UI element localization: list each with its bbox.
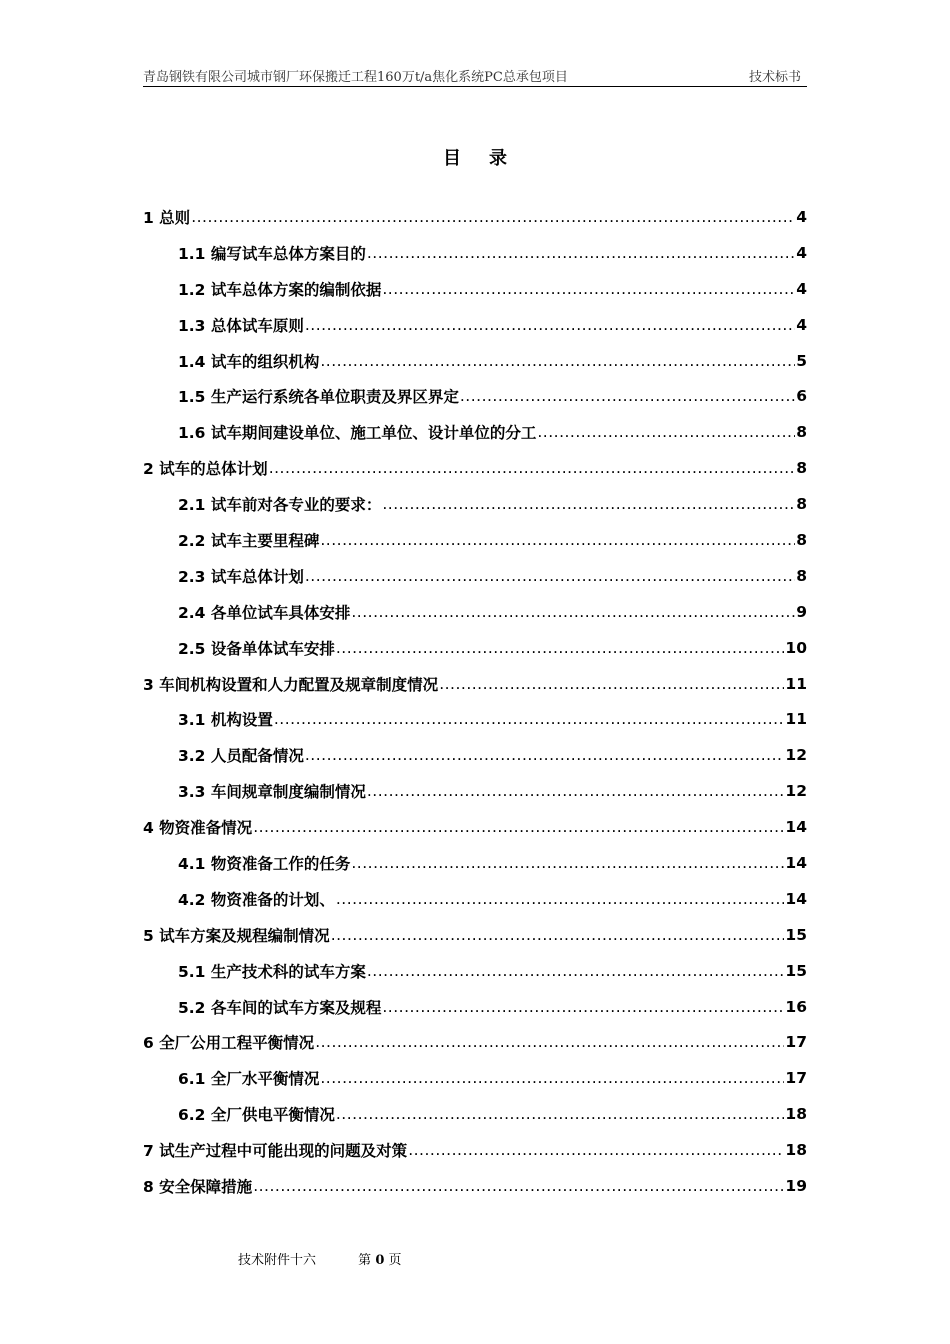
toc-entry-page: 10 [785,638,807,657]
toc-entry[interactable] [143,235,807,271]
footer-page-value: 0 [375,1253,385,1268]
toc-entry[interactable] [143,1024,807,1060]
toc-leader-dots [382,495,795,513]
toc-entry-page: 4 [796,243,807,262]
toc-entry-label: 3.1 机构设置 [178,711,273,730]
toc-entry-label: 3.3 车间规章制度编制情况 [178,783,366,802]
toc-leader-dots [367,782,785,800]
toc-entry[interactable] [143,773,807,809]
toc-entry-label: 2.4 各单位试车具体安排 [178,603,351,622]
toc-entry-label: 2 试车的总体计划 [143,460,268,479]
toc-entry[interactable] [143,701,807,737]
toc-leader-dots [460,387,795,405]
toc-entry-label: 2.2 试车主要里程碑 [178,531,320,550]
toc-leader-dots [351,603,795,621]
toc-entry[interactable] [143,558,807,594]
toc-entry-label: 3.2 人员配备情况 [178,747,304,766]
toc-entry-page: 8 [796,566,807,585]
toc-leader-dots [382,998,784,1016]
toc-entry-page: 4 [796,207,807,226]
toc-entry-page: 15 [785,925,807,944]
footer-attachment: 技术附件十六 [238,1253,317,1268]
toc-leader-dots [320,531,795,549]
toc-entry-label: 3 车间机构设置和人力配置及规章制度情况 [143,675,439,694]
toc-leader-dots [305,316,795,334]
table-of-contents [143,199,807,1204]
toc-entry-page: 8 [796,495,807,514]
toc-leader-dots [408,1141,784,1159]
footer-page-number [358,1249,401,1268]
toc-leader-dots [274,710,785,728]
toc-entry-page: 11 [785,710,807,729]
toc-leader-dots [351,854,784,872]
toc-entry-page: 8 [796,423,807,442]
toc-entry-page: 12 [785,782,807,801]
toc-entry-label: 1.3 总体试车原则 [178,316,304,335]
toc-leader-dots [439,675,784,693]
toc-entry-label: 6 全厂公用工程平衡情况 [143,1034,315,1053]
toc-entry[interactable] [143,1060,807,1096]
toc-entry-page: 18 [785,1105,807,1124]
toc-leader-dots [315,1033,784,1051]
toc-entry-page: 11 [785,674,807,693]
header-project-title: 青岛钢铁有限公司城市钢厂环保搬迁工程160万t/a焦化系统PC总承包项目 [143,70,568,85]
toc-entry-page: 16 [785,997,807,1016]
toc-entry-label: 8 安全保障措施 [143,1177,253,1196]
toc-leader-dots [367,962,785,980]
toc-entry-page: 8 [796,530,807,549]
toc-entry-page: 14 [785,853,807,872]
toc-entry-label: 6.1 全厂水平衡情况 [178,1070,320,1089]
toc-leader-dots [336,639,785,657]
toc-entry-page: 8 [796,459,807,478]
toc-entry-page: 9 [796,602,807,621]
toc-entry[interactable] [143,199,807,235]
toc-entry-label: 1.6 试车期间建设单位、施工单位、设计单位的分工 [178,424,537,443]
toc-entry-page: 17 [785,1069,807,1088]
toc-leader-dots [253,1177,784,1195]
toc-entry-label: 1.2 试车总体方案的编制依据 [178,280,382,299]
toc-leader-dots [269,459,796,477]
toc-entry[interactable] [143,881,807,917]
toc-entry[interactable] [143,737,807,773]
page-footer [238,1249,402,1268]
toc-entry[interactable] [143,809,807,845]
toc-entry-page: 14 [785,818,807,837]
toc-entry-label: 4.1 物资准备工作的任务 [178,854,351,873]
toc-entry-label: 1.4 试车的组织机构 [178,352,320,371]
toc-entry[interactable] [143,666,807,702]
toc-entry-label: 1 总则 [143,208,191,227]
toc-entry-page: 14 [785,889,807,908]
toc-entry[interactable] [143,486,807,522]
toc-entry-label: 1.1 编写试车总体方案目的 [178,244,366,263]
toc-leader-dots [382,280,795,298]
toc-leader-dots [537,423,795,441]
toc-entry[interactable] [143,522,807,558]
toc-entry-page: 19 [785,1176,807,1195]
page-header [143,66,807,87]
footer-page-suffix: 页 [388,1253,402,1268]
toc-entry[interactable] [143,307,807,343]
toc-entry[interactable] [143,1168,807,1204]
toc-entry-label: 2.3 试车总体计划 [178,567,304,586]
toc-entry-label: 2.5 设备单体试车安排 [178,639,335,658]
toc-leader-dots [305,746,785,764]
toc-leader-dots [320,352,795,370]
toc-entry[interactable] [143,378,807,414]
toc-entry[interactable] [143,845,807,881]
toc-entry[interactable] [143,414,807,450]
toc-entry-page: 6 [796,387,807,406]
toc-entry[interactable] [143,594,807,630]
toc-title: 目录 [443,148,535,169]
toc-entry-label: 4 物资准备情况 [143,819,253,838]
toc-leader-dots [320,1069,784,1087]
toc-entry-page: 17 [785,1033,807,1052]
toc-entry-page: 5 [796,351,807,370]
toc-entry-label: 4.2 物资准备的计划、 [178,890,335,909]
toc-entry-label: 5.1 生产技术科的试车方案 [178,962,366,981]
toc-entry[interactable] [143,1096,807,1132]
toc-entry-label: 1.5 生产运行系统各单位职责及界区界定 [178,388,459,407]
toc-entry-page: 18 [785,1141,807,1160]
toc-entry[interactable] [143,953,807,989]
toc-entry-page: 12 [785,746,807,765]
header-doc-type: 技术标书 [748,70,801,85]
toc-entry-page: 4 [796,279,807,298]
toc-leader-dots [331,926,785,944]
toc-entry-label: 5.2 各车间的试车方案及规程 [178,998,382,1017]
toc-entry-label: 2.1 试车前对各专业的要求： [178,496,382,515]
toc-leader-dots [305,567,795,585]
toc-entry-label: 5 试车方案及规程编制情况 [143,926,330,945]
toc-entry[interactable] [143,989,807,1025]
footer-page-prefix: 第 [358,1253,372,1268]
toc-entry[interactable] [143,450,807,486]
toc-entry[interactable] [143,630,807,666]
toc-entry[interactable] [143,271,807,307]
toc-entry-page: 4 [796,315,807,334]
toc-entry-page: 15 [785,961,807,980]
toc-entry[interactable] [143,1132,807,1168]
toc-entry-label: 7 试生产过程中可能出现的问题及对策 [143,1142,408,1161]
toc-leader-dots [336,1105,785,1123]
toc-leader-dots [367,244,795,262]
toc-entry-label: 6.2 全厂供电平衡情况 [178,1106,335,1125]
toc-leader-dots [253,818,784,836]
toc-entry[interactable] [143,917,807,953]
toc-leader-dots [191,208,795,226]
toc-leader-dots [336,890,785,908]
toc-entry[interactable] [143,343,807,379]
